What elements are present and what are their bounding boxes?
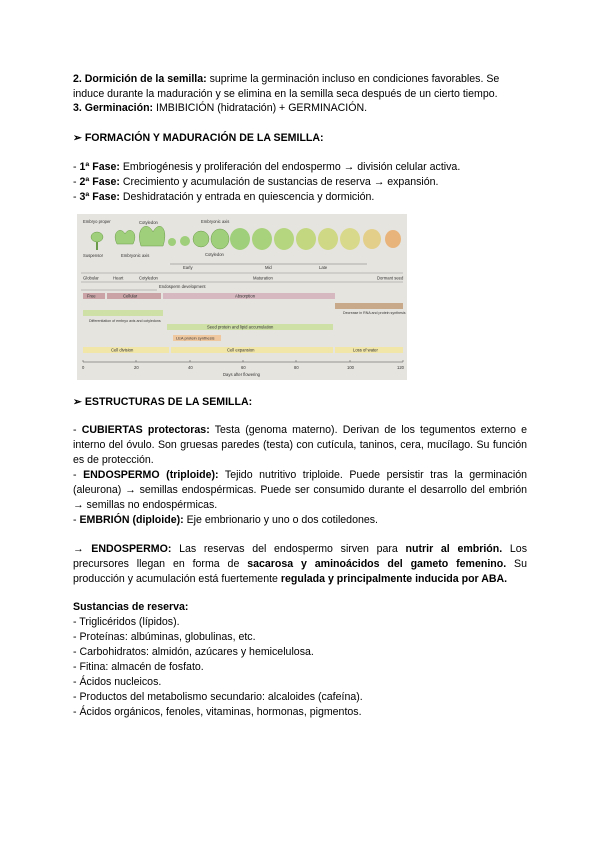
stage-heart: Heart: [113, 275, 124, 281]
x-axis-label: Days after flowering: [223, 372, 261, 377]
subphase-late: Late: [319, 265, 328, 270]
label-embryonic-axis-bottom: Embryonic axis: [121, 253, 150, 258]
endo-text-1: Las reservas del endospermo sirven para: [171, 543, 406, 555]
label-lea: LEA protein synthesis: [176, 335, 215, 341]
x-tick-120: 120: [397, 365, 404, 370]
fase-2-text: Crecimiento y acumulación de sustancias de reserva → expansión.: [119, 176, 439, 188]
section-formacion-title: ➢ FORMACIÓN Y MADURACIÓN DE LA SEMILLA:: [73, 132, 324, 144]
seed-development-diagram: [77, 214, 407, 380]
endospermo-label: ENDOSPERMO (triploide):: [83, 469, 219, 481]
endo-bold-2: sacarosa y aminoácidos del gameto femenino.: [247, 558, 507, 570]
reserva-item: - Productos del metabolismo secundario: alcaloides (cafeína).: [73, 691, 363, 703]
embrion-text: Eje embrionario y uno o dos cotiledones.: [183, 514, 378, 526]
cubiertas-paragraph: - CUBIERTAS protectoras: Testa (genoma materno). Derivan de los tegumentos externo e interno del óvulo. Son gruesas paredes (testa) con cutícula, taninos, cera, mucílago. Su función es de protección.: [73, 424, 527, 466]
seed-stage-12: [385, 230, 401, 248]
reservas-title: Sustancias de reserva:: [73, 601, 189, 613]
fase-3-label: 3ª Fase:: [79, 191, 120, 203]
germinacion-paragraph: [73, 101, 527, 116]
stage-maturation: Maturation: [253, 275, 273, 281]
stage-dormant-seed: Dormant seed: [377, 275, 404, 281]
seed-stage-1: [168, 238, 176, 246]
label-cotyledon-bottom: Cotyledon: [205, 252, 224, 257]
endospermo-arrow-label: → ENDOSPERMO:: [73, 543, 172, 555]
seed-stage-10: [340, 228, 360, 250]
label-suspensor: Suspensor: [83, 253, 104, 258]
label-loss-water: Loss of water: [353, 347, 378, 353]
germinacion-text: IMBIBICIÓN (hidratación) + GERMINACIÓN.: [153, 102, 368, 114]
fase-3-text: Deshidratación y entrada en quiescencia y dormición.: [119, 191, 375, 203]
fase-3: - 3ª Fase: Deshidratación y entrada en quiescencia y dormición.: [73, 191, 375, 203]
stage-globular: Globular: [83, 275, 99, 281]
reserva-item: - Fitina: almacén de fosfato.: [73, 661, 204, 673]
cubiertas-text: Testa (genoma materno). Derivan de los tegumentos externo e interno del óvulo. Son gruesas paredes (testa) con cutícula, taninos, cera, mucílago. Su función es de protección.: [73, 424, 527, 466]
germinacion-label: 3. Germinación:: [73, 102, 154, 114]
subphase-early: Early: [183, 265, 193, 270]
endo-bold-3: regulada y principalmente inducida por ABA.: [280, 573, 508, 585]
x-tick-100: 100: [347, 365, 354, 370]
label-differentiation: Differentiation of embryo axis and cotyledons: [89, 319, 161, 323]
label-cotyledon-top: Cotyledon: [139, 220, 158, 225]
reserva-item: - Ácidos nucleicos.: [73, 676, 162, 688]
label-cell-expansion: Cell expansion: [227, 347, 255, 353]
dormicion-label: 2. Dormición de la semilla:: [73, 73, 207, 85]
embrion-paragraph: - EMBRIÓN (diploide): Eje embrionario y uno o dos cotiledones.: [73, 514, 378, 526]
fase-1: - 1ª Fase: Embriogénesis y proliferación del endospermo → división celular activa.: [73, 161, 461, 173]
seed-stage-6: [252, 228, 272, 250]
bar-differentiation: [83, 310, 163, 316]
label-embryonic-axis-top: Embryonic axis: [201, 219, 230, 224]
label-decrease-rna: Decrease in RNA and protein synthesis: [343, 311, 406, 315]
section-estructuras-title: ➢ ESTRUCTURAS DE LA SEMILLA:: [73, 396, 253, 408]
endospermo-paragraph: - ENDOSPERMO (triploide): Tejido nutritivo triploide. Puede persistir tras la germinación (aleurona) → semillas endospérmicas. Puede ser consumido durante el desarrollo del embrión → semillas no endospérmicas.: [73, 469, 527, 511]
label-cell-division: Cell division: [111, 347, 134, 353]
embrion-label: EMBRIÓN (diploide):: [79, 514, 184, 526]
reserva-item: - Proteínas: albúminas, globulinas, etc.: [73, 631, 256, 643]
seed-stage-3: [193, 231, 209, 247]
seed-stage-8: [296, 228, 316, 250]
label-embryo-proper: Embryo proper: [83, 219, 111, 224]
label-storage: Seed protein and lipid accumulation: [207, 324, 274, 330]
dormicion-text: suprime la germinación incluso en condiciones favorables. Se induce durante la maduración y se elimina en la semilla seca después de un cierto tiempo.: [73, 73, 500, 100]
dormicion-paragraph: [73, 72, 527, 102]
fase-1-text: Embriogénesis y proliferación del endospermo → división celular activa.: [119, 161, 461, 173]
embryo-globular-shape: [91, 232, 103, 242]
label-absorption: Absorption: [235, 293, 256, 299]
x-tick-0: 0: [82, 365, 85, 370]
label-endosperm-development: Endosperm development: [159, 284, 206, 289]
fase-1-label: 1ª Fase:: [79, 161, 120, 173]
endospermo-reservas-paragraph: [73, 542, 527, 587]
seed-stage-7: [274, 228, 294, 250]
seed-stage-5: [230, 228, 250, 250]
reserva-item: - Triglicéridos (lípidos).: [73, 616, 180, 628]
seed-stage-9: [318, 228, 338, 250]
bar-decrease-rna: [335, 303, 403, 309]
x-tick-40: 40: [188, 365, 193, 370]
endospermo-text: Tejido nutritivo triploide. Puede persistir tras la germinación (aleurona) → semillas endospérmicas. Puede ser consumido durante el desarrollo del embrión → semillas no endospérmicas.: [73, 469, 527, 511]
endo-text-3: Su producción y acumulación está fuertemente: [73, 558, 527, 585]
x-tick-60: 60: [241, 365, 246, 370]
seed-development-figure: [77, 214, 407, 380]
fase-2-label: 2ª Fase:: [79, 176, 120, 188]
seed-stage-11: [363, 229, 381, 249]
label-cellular: Cellular: [123, 293, 138, 299]
x-tick-20: 20: [134, 365, 139, 370]
reserva-item: - Ácidos orgánicos, fenoles, vitaminas, hormonas, pigmentos.: [73, 706, 362, 718]
x-tick-80: 80: [294, 365, 299, 370]
fase-2: - 2ª Fase: Crecimiento y acumulación de sustancias de reserva → expansión.: [73, 176, 439, 188]
seed-stage-4: [211, 229, 229, 249]
endo-bold-1: nutrir al embrión.: [405, 543, 503, 555]
seed-stage-2: [180, 236, 190, 246]
stage-cotyledon: Cotyledon: [139, 275, 158, 281]
cubiertas-label: CUBIERTAS protectoras:: [81, 424, 210, 436]
reserva-item: - Carbohidratos: almidón, azúcares y hemicelulosa.: [73, 646, 314, 658]
endo-text-2: Los precursores llegan en forma de: [73, 543, 527, 570]
label-free: Free: [87, 293, 96, 299]
subphase-mid: Mid: [265, 265, 272, 270]
